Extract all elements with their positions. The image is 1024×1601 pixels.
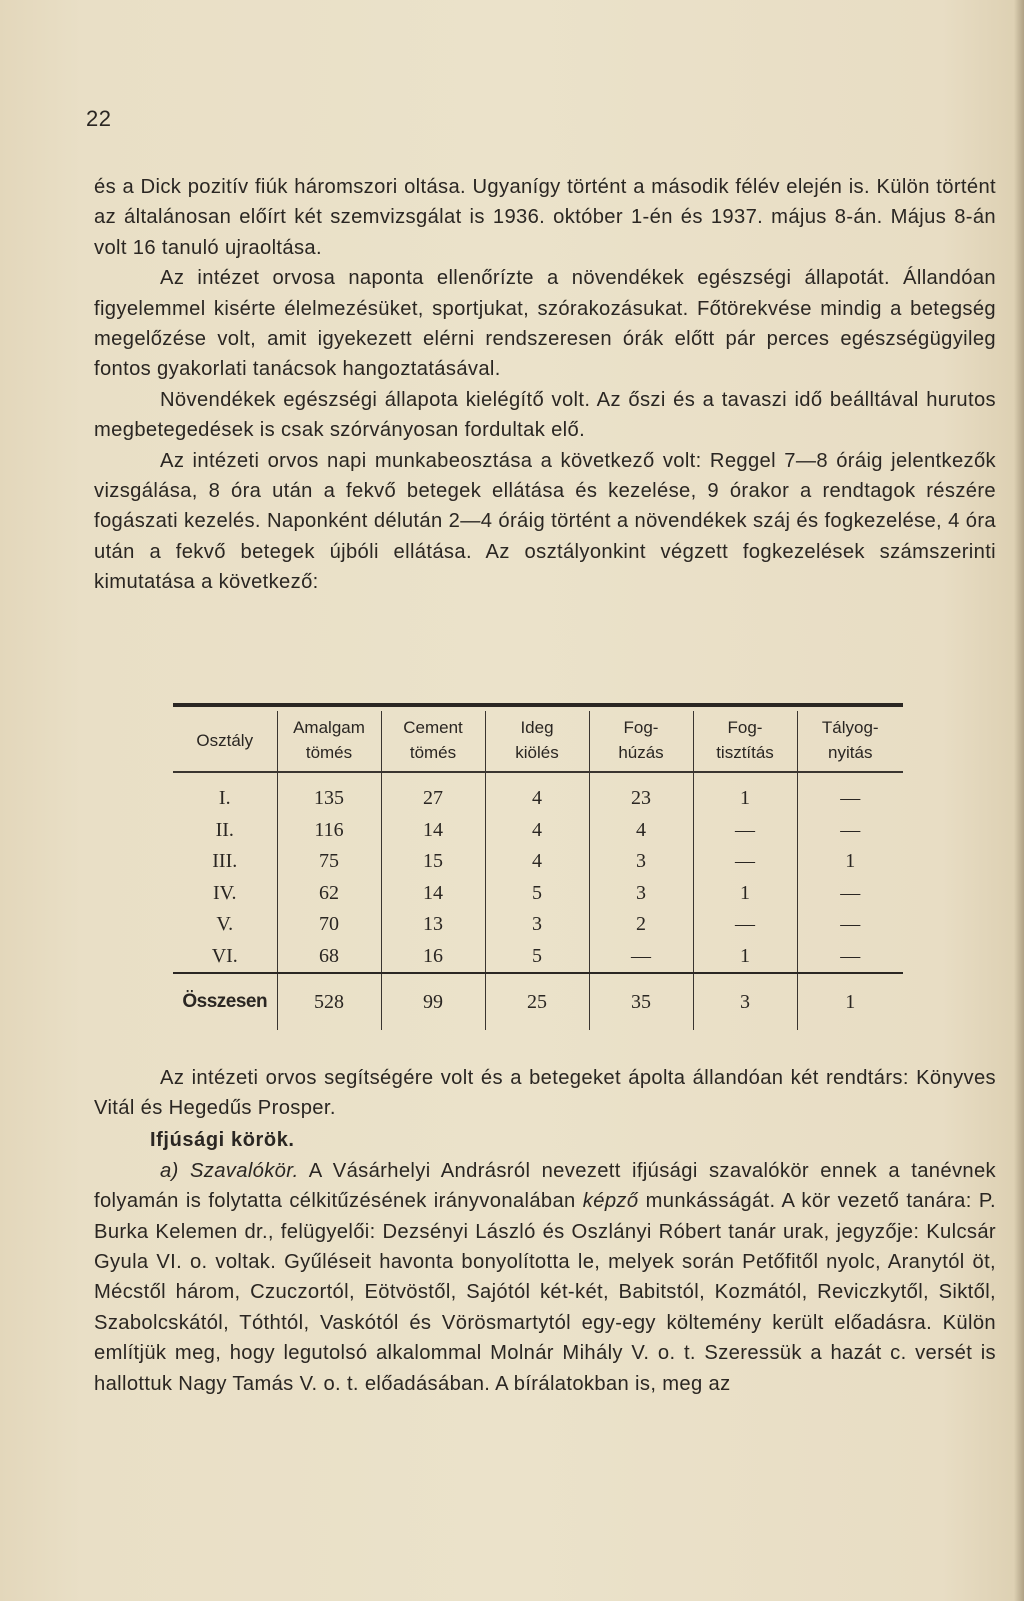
table-cell: 1 — [693, 772, 797, 815]
table-cell: 5 — [485, 878, 589, 910]
table-cell: 23 — [589, 772, 693, 815]
dental-treatment-table — [173, 703, 903, 1030]
table-cell: 16 — [381, 941, 485, 974]
table-cell: — — [693, 815, 797, 847]
row-class-label: IV. — [173, 878, 277, 910]
paragraph-health-status: Növendékek egészségi állapota kielégítő volt. Az őszi és a tavaszi idő beálltával hurutos megbetegedések is csak szórványosan fordultak elő. — [94, 388, 996, 442]
club-text-before: A Vásárhelyi Andrásról nevezett ifjúsági szavalókör ennek a tanévnek folyamán is folytatta célkitűzésének irányvonalában — [94, 1159, 996, 1213]
table-row — [173, 941, 903, 974]
table-cell: 4 — [589, 815, 693, 847]
paragraph-daily-schedule: Az intézeti orvos napi munkabeosztása a következő volt: Reggel 7—8 óráig jelentkezők vizsgálása, 8 óra után a fekvő betegek ellátása és kezelése, 9 órakor a rendtagok részére fogászati kezelés. Naponként délután 2—4 óráig történt a növendékek száj és fogkezelése, 4 óra után a fekvő betegek újbóli ellátása. Az osztályonkint végzett fogkezelések számszerinti kimutatása a következő: — [94, 449, 996, 594]
table-cell: — — [840, 787, 861, 809]
total-cell: 1 — [845, 991, 856, 1013]
table-cell: 70 — [277, 909, 381, 941]
total-cell: 99 — [381, 973, 485, 1030]
club-text-after: munkásságát. A kör vezető tanára: P. Burka Kelemen dr., felügyelői: Dezsényi László és Oszlányi Róbert tanár urak, jegyzője: Kulcsár Gyula VI. o. voltak. Gyűléseit havonta bonyolította le, melyek során Petőfitől nyolc, Aranytól öt, Mécstől három, Czuczortól, Eötvöstől, Sajótól két-két, Babitstól, Kozmától, Reviczkytől, Siktől, Szabolcskától, Tóthtól, Vaskótól és Vörösmartytól egy-egy költemény került előadásra. Külön említjük meg, hogy legutolsó alkalommal Molnár Mihály V. o. t. Szeressük a hazát c. versét is hallottuk Nagy Tamás V. o. t. előadásában. A bírálatokban is, meg az — [94, 1190, 996, 1395]
table-cell: — — [840, 913, 861, 935]
table-cell: 1 — [693, 878, 797, 910]
table-header-row — [173, 711, 903, 772]
stats-table — [173, 711, 903, 1030]
table-cell: 13 — [381, 909, 485, 941]
table-cell: 14 — [381, 878, 485, 910]
header-abscess: Tályog- nyitás — [821, 718, 879, 762]
table-cell: — — [693, 846, 797, 878]
header-class: Osztály — [173, 711, 277, 772]
club-italic-word: képző — [582, 1190, 639, 1213]
table-cell: 3 — [485, 909, 589, 941]
header-extraction: Fog- húzás — [589, 711, 693, 772]
table-cell: 68 — [277, 941, 381, 974]
header-nerve: Ideg kiölés — [485, 711, 589, 772]
row-class-label: V. — [173, 909, 277, 941]
page-edge-shadow — [1014, 0, 1024, 1601]
table-row — [173, 909, 903, 941]
table-cell: 2 — [589, 909, 693, 941]
table-cell: 135 — [277, 772, 381, 815]
table-cell: — — [840, 881, 861, 904]
table-cell: 3 — [589, 846, 693, 878]
total-label: Összesen — [173, 973, 277, 1030]
table-cell: 1 — [845, 850, 856, 872]
table-cell: 116 — [277, 815, 381, 847]
table-cell: 4 — [485, 772, 589, 815]
table-row — [173, 878, 903, 910]
table-total-row — [173, 973, 903, 1030]
header-amalgam: Amalgam tömés — [277, 711, 381, 772]
table-cell: — — [589, 941, 693, 974]
table-cell: 62 — [277, 878, 381, 910]
table-cell: 27 — [381, 772, 485, 815]
paragraph-doctor-duties: Az intézet orvosa naponta ellenőrízte a növendékek egészségi állapotát. Állandóan figyelemmel kisérte élelmezésüket, sportjukat, szórakozásukat. Főtörekvése mindig a betegség megelőzése volt, amit igyekezett elérni rendszeresen órák előtt pár perces egészségügyileg fontos gyakorlati tanácsok hangoztatásával. — [94, 267, 996, 381]
table-row — [173, 772, 903, 815]
section-heading: Ifjúsági körök. — [150, 1128, 295, 1151]
table-cell: — — [840, 818, 861, 841]
row-class-label: III. — [173, 846, 277, 878]
total-cell: 528 — [277, 973, 381, 1030]
table-row — [173, 815, 903, 847]
header-cement: Cement tömés — [381, 711, 485, 772]
header-cleaning: Fog- tisztítás — [693, 711, 797, 772]
total-cell: 25 — [485, 973, 589, 1030]
total-cell: 3 — [693, 973, 797, 1030]
table-top-rule — [173, 703, 903, 707]
bottom-text-block — [94, 1063, 996, 1399]
table-cell: 4 — [485, 815, 589, 847]
table-cell: 4 — [485, 846, 589, 878]
club-label: a) Szavalókör. — [160, 1159, 299, 1182]
page-number: 22 — [86, 106, 112, 131]
table-cell: 5 — [485, 941, 589, 974]
top-text-block — [94, 172, 996, 598]
table-cell: — — [693, 909, 797, 941]
table-cell: 3 — [589, 878, 693, 910]
total-cell: 35 — [589, 973, 693, 1030]
paragraph-recitation-club — [94, 1156, 996, 1399]
table-cell: 1 — [693, 941, 797, 974]
table-cell: — — [840, 944, 861, 967]
row-class-label: II. — [173, 815, 277, 847]
paragraph-vaccination: és a Dick pozitív fiúk háromszori oltása. Ugyanígy történt a második félév elején is. Külön történt az általánosan előírt két szemvizsgálat is 1936. október 1-én és 1937. május 8-án. Május 8-án volt 16 tanuló ujraoltása. — [94, 176, 996, 259]
table-row — [173, 846, 903, 878]
table-cell: 15 — [381, 846, 485, 878]
table-cell: 14 — [381, 815, 485, 847]
row-class-label: I. — [173, 772, 277, 815]
row-class-label: VI. — [173, 941, 277, 974]
table-cell: 75 — [277, 846, 381, 878]
paragraph-assistants: Az intézeti orvos segítségére volt és a betegeket ápolta állandóan két rendtárs: Könyves Vitál és Hegedűs Prosper. — [94, 1067, 996, 1120]
